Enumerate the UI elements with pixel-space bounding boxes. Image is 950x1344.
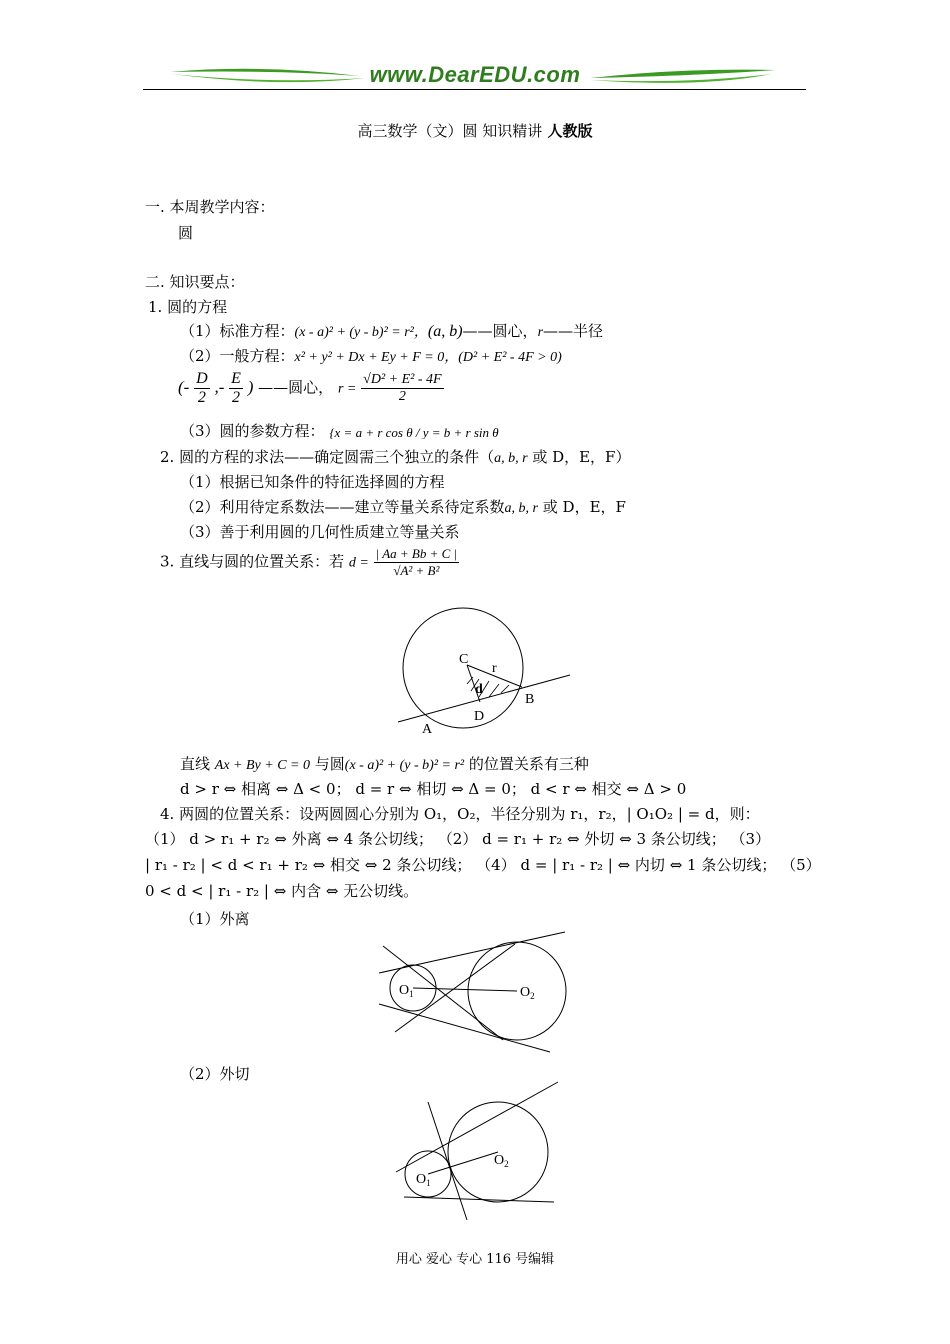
point2-item1: （1）根据已知条件的特征选择圆的方程 bbox=[180, 473, 445, 491]
section1-content: 圆 bbox=[178, 224, 194, 242]
point3-title: 3. 直线与圆的位置关系：若 d = $\frac{| Aa + Bb + C |}{\text{√A² + B²}}$ bbox=[160, 546, 458, 578]
label-D: D bbox=[474, 709, 485, 724]
title-bold: 人教版 bbox=[542, 122, 593, 140]
point4-line2: （1） d > r₁ + r₂ ⇔ 外离 ⇔ 4 条公切线； （2） d = r₁ + r₂ ⇔ 外切 ⇔ 3 条公切线； （3） bbox=[145, 830, 771, 848]
label-r: r bbox=[492, 661, 497, 676]
figure-separate-label: （1）外离 bbox=[180, 910, 250, 928]
label-O1: $O_1$ bbox=[416, 1172, 431, 1188]
label-B: B bbox=[525, 692, 535, 707]
point4-line1: 4. 两圆的位置关系：设两圆圆心分别为 O₁，O₂，半径分别为 r₁，r₂，| O₁O₂ | = d，则： bbox=[160, 805, 760, 823]
label-d: d bbox=[475, 682, 483, 697]
label-O2: $O_2$ bbox=[494, 1153, 509, 1169]
point1-param-eq: （3）圆的参数方程： {x = a + r cos θ / y = b + r sin θ bbox=[180, 422, 499, 440]
line-circle-figure bbox=[395, 605, 580, 740]
point1-title: 1. 圆的方程 bbox=[148, 298, 228, 316]
page-footer: 用心 爱心 专心 116 号编辑 bbox=[395, 1252, 555, 1267]
point4-line4: 0 < d < | r₁ - r₂ | ⇔ 内含 ⇔ 无公切线。 bbox=[145, 882, 419, 900]
point4-line3: | r₁ - r₂ | < d < r₁ + r₂ ⇔ 相交 ⇔ 2 条公切线； （4） d = | r₁ - r₂ | ⇔ 内切 ⇔ 1 条公切线； （5） bbox=[145, 856, 821, 874]
label-A: A bbox=[422, 722, 433, 737]
figure-tangent-label: （2）外切 bbox=[180, 1065, 250, 1083]
point2-title: 2. 圆的方程的求法——确定圆需三个独立的条件（a, b, r 或 D，E，F） bbox=[160, 448, 631, 466]
label-C: C bbox=[459, 652, 469, 667]
point1-general-eq: （2）一般方程：x² + y² + Dx + Ey + F = 0，(D² + E² - 4F > 0) bbox=[180, 347, 562, 365]
page-title bbox=[0, 120, 950, 141]
point2-item2: （2）利用待定系数法——建立等量关系待定系数a, b, r 或 D，E，F bbox=[180, 498, 626, 516]
title-main: 高三数学（文）圆 知识精讲 bbox=[357, 122, 543, 140]
logo-text[interactable]: www.DearEDU.com bbox=[369, 62, 581, 87]
label-O2: $O_2$ bbox=[520, 985, 535, 1001]
section1-heading: 一. 本周教学内容： bbox=[145, 198, 275, 216]
point3-relations: d > r ⇔ 相离 ⇔ Δ < 0； d = r ⇔ 相切 ⇔ Δ = 0； d < r ⇔ 相交 ⇔ Δ > 0 bbox=[180, 780, 687, 798]
point3-line-circle: 直线 Ax + By + C = 0 与圆(x - a)² + (y - b)² = r² 的位置关系有三种 bbox=[180, 755, 589, 773]
header-rule bbox=[143, 89, 806, 90]
tangent-circles-figure bbox=[390, 1080, 560, 1222]
point1-standard-eq: （1）标准方程：(x - a)² + (y - b)² = r²，(a, b)——圆心，r——半径 bbox=[180, 322, 604, 340]
section2-heading: 二. 知识要点： bbox=[145, 273, 245, 291]
circle-shape bbox=[403, 608, 523, 728]
label-O1: $O_1$ bbox=[399, 983, 414, 999]
point1-center-radius: (- $\frac{D}{2}$ ,- $\frac{E}{2}$ ) ——圆心， r = $\frac{\text{√D² + E² - 4F}}{2}$ bbox=[178, 370, 442, 406]
separate-circles-figure bbox=[375, 928, 570, 1056]
point2-item3: （3）善于利用圆的几何性质建立等量关系 bbox=[180, 523, 460, 541]
header-logo bbox=[160, 58, 790, 92]
